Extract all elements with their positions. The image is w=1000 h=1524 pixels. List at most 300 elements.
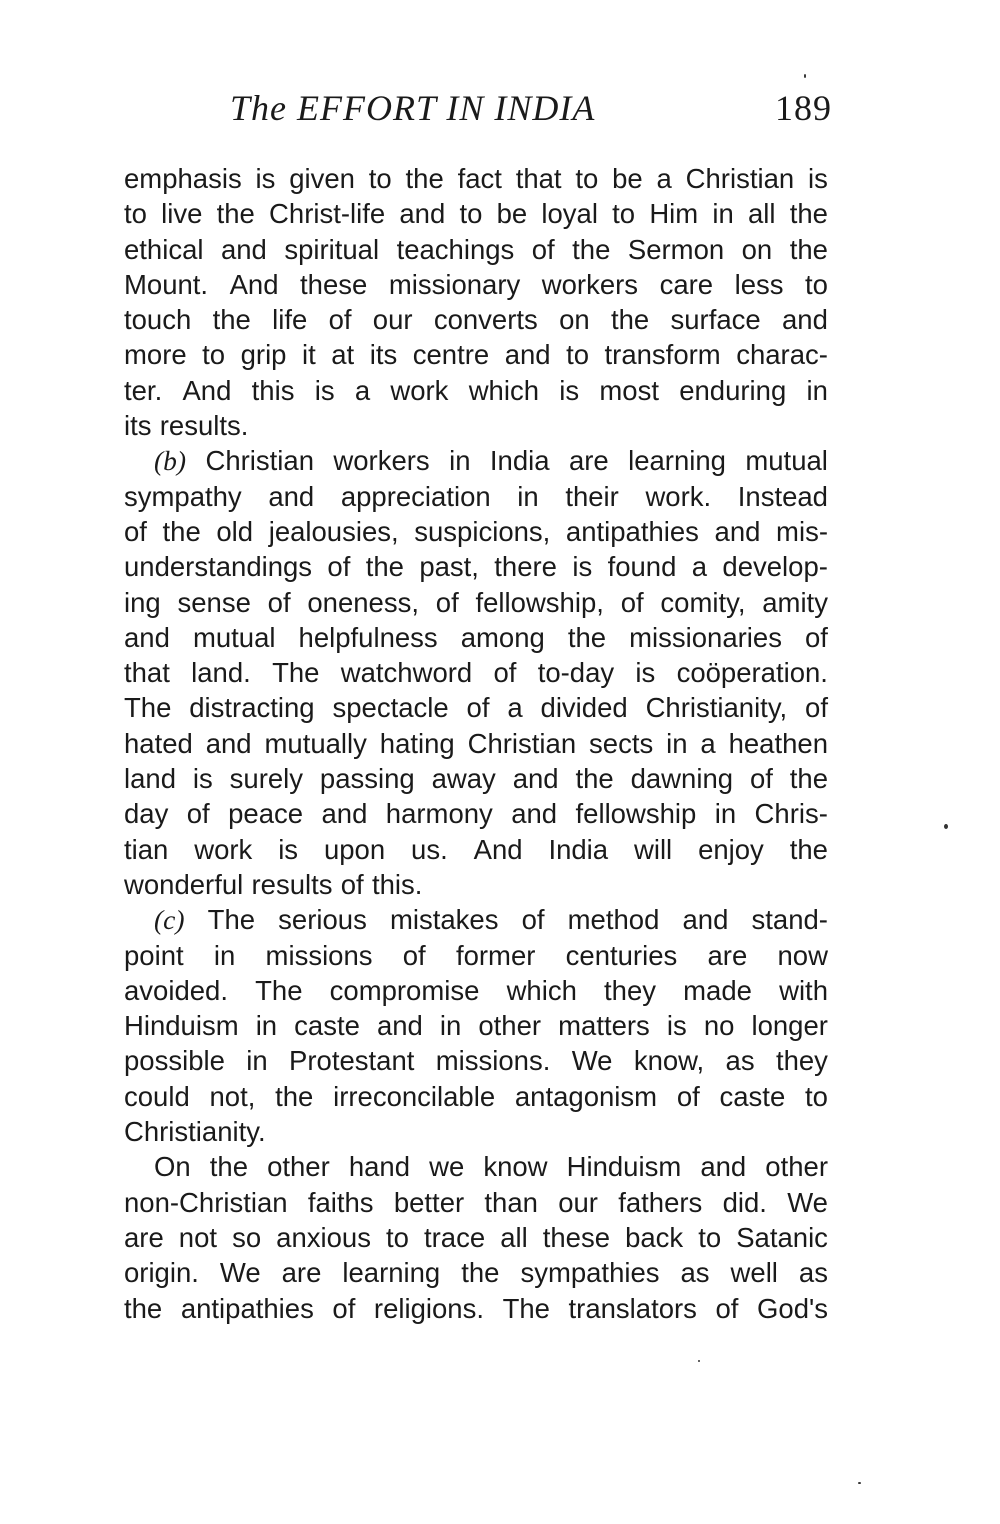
word: Instead	[737, 480, 828, 512]
word: missions.	[435, 1045, 551, 1077]
word: The	[207, 904, 256, 936]
word: as	[725, 1045, 755, 1077]
word: the	[209, 1151, 248, 1183]
word: to	[124, 198, 147, 230]
text-line	[124, 514, 828, 549]
word: we	[429, 1151, 465, 1183]
word: results.	[159, 410, 249, 442]
word: And	[473, 833, 523, 865]
word: this	[251, 374, 295, 406]
word: made	[683, 974, 752, 1006]
word: and	[220, 233, 267, 265]
word: with	[779, 974, 828, 1006]
word: more	[124, 339, 187, 371]
text-line	[124, 1114, 828, 1149]
text-line	[124, 1220, 828, 1255]
word: the	[789, 233, 828, 265]
word: there	[494, 551, 557, 583]
word: to	[459, 198, 483, 230]
text-line	[124, 549, 828, 584]
word: surface	[670, 304, 761, 336]
word: and	[205, 727, 252, 759]
text-line	[124, 443, 828, 478]
word: to	[386, 1221, 409, 1253]
word: dawning	[630, 763, 734, 795]
text-line	[124, 1043, 828, 1078]
word: which	[468, 374, 539, 406]
word: And	[182, 374, 232, 406]
word: of	[805, 621, 828, 653]
page-number: 189	[775, 88, 832, 128]
word: our	[558, 1186, 598, 1218]
word: to	[368, 163, 392, 194]
word: of	[327, 551, 351, 583]
word: Sermon	[627, 233, 725, 265]
word: missionary	[388, 268, 521, 300]
word: fathers	[618, 1186, 703, 1218]
word: teachings	[396, 233, 515, 265]
word: is	[572, 551, 593, 583]
word: enjoy	[698, 833, 764, 865]
word: sense	[177, 586, 251, 618]
word: results	[251, 868, 333, 900]
word: and	[268, 480, 315, 512]
word: are	[281, 1257, 322, 1289]
word: transform	[604, 339, 721, 371]
word: on	[741, 233, 773, 265]
text-line	[124, 726, 828, 761]
word: day	[124, 798, 169, 830]
word: is	[314, 374, 335, 406]
word: no	[703, 1010, 735, 1042]
word: develop-	[722, 551, 828, 583]
word: the	[575, 763, 614, 795]
word: and	[512, 763, 559, 795]
word: former	[455, 939, 536, 971]
word: of	[466, 692, 490, 724]
word: to	[612, 198, 636, 230]
word: touch	[124, 304, 192, 336]
word: avoided.	[124, 974, 228, 1006]
word: matters	[558, 1010, 650, 1042]
word: the	[789, 833, 828, 865]
text-line	[124, 1185, 828, 1220]
word: Hinduism	[124, 1010, 239, 1042]
word: faiths	[307, 1186, 374, 1218]
word: watchword	[340, 657, 473, 689]
word: ter.	[124, 374, 163, 406]
word: sects	[589, 727, 654, 759]
word: the	[572, 233, 611, 265]
word: than	[484, 1186, 538, 1218]
text-line	[124, 373, 828, 408]
word: a	[700, 727, 716, 759]
word: the	[789, 763, 828, 795]
word: to	[805, 1080, 828, 1112]
word: and	[682, 904, 729, 936]
text-line	[124, 1149, 828, 1184]
word: divided	[540, 692, 628, 724]
text-line	[124, 1291, 828, 1326]
word: The	[272, 657, 320, 689]
word: amity	[762, 586, 828, 618]
word: in	[213, 939, 236, 971]
word: better	[393, 1186, 465, 1218]
word: of	[340, 868, 364, 900]
word: on	[559, 304, 590, 336]
word: India	[489, 445, 550, 477]
word: hating	[379, 727, 455, 759]
word: it	[302, 339, 316, 371]
word: compromise	[329, 974, 480, 1006]
word: and	[504, 339, 551, 371]
word: hated	[124, 727, 193, 759]
word: mistakes	[389, 904, 499, 936]
word: We	[571, 1045, 613, 1077]
word: us.	[411, 833, 448, 865]
text-line	[124, 302, 828, 337]
text-line	[124, 232, 828, 267]
word: work	[194, 833, 253, 865]
chapter-title: The EFFORT IN INDIA	[230, 88, 596, 128]
word: Christian	[467, 727, 577, 759]
word: all	[500, 1221, 528, 1253]
word: live	[161, 198, 203, 230]
word: caste	[719, 1080, 786, 1112]
word: in	[666, 727, 688, 759]
word: point	[124, 939, 184, 971]
word: is	[278, 833, 299, 865]
word: centre	[412, 339, 490, 371]
word: that	[124, 657, 170, 689]
word: the	[365, 551, 404, 583]
word: and	[781, 304, 828, 336]
word: is	[666, 1010, 687, 1042]
word: among	[460, 621, 545, 653]
word: missions	[265, 939, 373, 971]
text-line	[124, 196, 828, 231]
word: distracting	[189, 692, 315, 724]
word: of	[531, 233, 555, 265]
word: old	[216, 515, 254, 547]
word: are	[568, 445, 609, 477]
list-marker: (b)	[154, 445, 187, 477]
word: this.	[371, 868, 423, 900]
word: is	[255, 163, 276, 194]
word: a	[656, 163, 672, 194]
print-speck	[698, 1360, 700, 1362]
text-line	[124, 479, 828, 514]
word: of	[124, 515, 147, 547]
word: land.	[191, 657, 251, 689]
word: the	[405, 163, 444, 194]
word: they	[775, 1045, 828, 1077]
word: all	[748, 198, 776, 230]
word: well	[730, 1257, 778, 1289]
print-speck	[858, 1482, 861, 1484]
word: to	[805, 268, 828, 300]
word: serious	[278, 904, 367, 936]
text-line	[124, 620, 828, 655]
word: life	[272, 304, 308, 336]
word: helpfulness	[298, 621, 438, 653]
word: Christianity.	[124, 1116, 266, 1148]
word: sympathy	[124, 480, 242, 512]
word: that	[515, 163, 562, 194]
word: its	[124, 410, 152, 442]
word: of	[332, 1292, 356, 1324]
word: method	[567, 904, 660, 936]
word: the	[789, 198, 828, 230]
word: emphasis	[124, 163, 242, 194]
word: passing	[319, 763, 415, 795]
word: will	[633, 833, 673, 865]
word: Christ-life	[269, 198, 386, 230]
word: of	[676, 1080, 700, 1112]
word: Christianity,	[645, 692, 788, 724]
word: of	[620, 586, 644, 618]
text-line	[124, 796, 828, 831]
word: and	[376, 1010, 423, 1042]
word: charac-	[736, 339, 828, 371]
word: non-Christian	[124, 1186, 288, 1218]
word: its	[369, 339, 398, 371]
word: care	[659, 268, 714, 300]
text-line	[124, 902, 828, 937]
word: of	[402, 939, 426, 971]
word: upon	[323, 833, 386, 865]
word: caste	[294, 1010, 360, 1042]
word: in	[517, 480, 539, 512]
word: And	[229, 268, 279, 300]
word: antipathies	[180, 1292, 314, 1324]
word: fellowship,	[475, 586, 604, 618]
word: tian	[124, 833, 169, 865]
word: anxious	[276, 1221, 371, 1253]
word: given	[289, 163, 355, 194]
word: land	[124, 763, 176, 795]
word: in	[714, 798, 737, 830]
word: mutual	[192, 621, 276, 653]
word: Christian	[205, 445, 314, 477]
word: antipathies	[565, 515, 699, 547]
word: Christian	[685, 163, 795, 194]
word: the	[162, 515, 201, 547]
word: learning	[628, 445, 726, 477]
word: suspicions,	[414, 515, 551, 547]
word: of	[521, 904, 545, 936]
word: peace	[228, 798, 304, 830]
word: spectacle	[332, 692, 449, 724]
word: is	[559, 374, 580, 406]
word: harmony	[385, 798, 493, 830]
word: and	[700, 1151, 747, 1183]
word: hand	[348, 1151, 411, 1183]
word: Satanic	[736, 1221, 828, 1253]
word: learning	[342, 1257, 441, 1289]
word: are	[124, 1221, 164, 1253]
word: know,	[633, 1045, 705, 1077]
word: a	[354, 374, 371, 406]
text-line	[124, 761, 828, 796]
word: of	[267, 586, 291, 618]
word: trace	[424, 1221, 486, 1253]
word: of	[805, 692, 828, 724]
word: past,	[419, 551, 479, 583]
word: On	[154, 1151, 191, 1183]
word: to	[575, 163, 599, 194]
word: mis-	[776, 515, 828, 547]
word: not	[178, 1221, 218, 1253]
word: the	[212, 304, 251, 336]
word: of	[493, 657, 517, 689]
word: We	[219, 1257, 261, 1289]
word: Hinduism	[566, 1151, 682, 1183]
word: missionaries	[629, 621, 782, 653]
word: in	[439, 1010, 462, 1042]
word: The	[255, 974, 303, 1006]
word: converts	[433, 304, 538, 336]
word: to	[566, 339, 590, 371]
word: work.	[645, 480, 712, 512]
word: origin.	[124, 1257, 199, 1289]
word: these	[542, 1221, 611, 1253]
word: to	[202, 339, 226, 371]
word: the	[567, 621, 607, 653]
word: back	[625, 1221, 684, 1253]
word: is	[807, 163, 828, 194]
word: surely	[229, 763, 304, 795]
word: the	[610, 304, 650, 336]
word: religions.	[373, 1292, 484, 1324]
word: in	[806, 374, 828, 406]
word: be	[612, 163, 643, 194]
word: these	[300, 268, 368, 300]
word: Him	[649, 198, 699, 230]
word: spiritual	[284, 233, 380, 265]
word: heathen	[728, 727, 828, 759]
word: loyal	[541, 198, 598, 230]
word: the	[124, 1292, 163, 1324]
word: and	[714, 515, 761, 547]
word: a	[691, 551, 708, 583]
word: of	[328, 304, 352, 336]
word: understandings	[124, 551, 313, 583]
word: their	[565, 480, 619, 512]
word: in	[255, 1010, 278, 1042]
word: in	[246, 1045, 268, 1077]
word: possible	[124, 1045, 225, 1077]
word: away	[431, 763, 496, 795]
word: antagonism	[514, 1080, 658, 1112]
word: most	[599, 374, 659, 406]
text-line	[124, 1079, 828, 1114]
word: now	[777, 939, 828, 971]
word: of	[186, 798, 210, 830]
word: Chris-	[754, 798, 828, 830]
text-line	[124, 337, 828, 372]
word: translators	[568, 1292, 697, 1324]
word: grip	[240, 339, 287, 371]
word: be	[496, 198, 528, 230]
word: Mount.	[124, 268, 209, 300]
text-line	[124, 1008, 828, 1043]
word: God's	[757, 1292, 828, 1324]
word: which	[506, 974, 577, 1006]
word: not,	[209, 1080, 256, 1112]
word: ethical	[124, 233, 204, 265]
word: centuries	[565, 939, 678, 971]
word: in	[712, 198, 734, 230]
text-line	[124, 938, 828, 973]
word: other	[765, 1151, 828, 1183]
word: oneness,	[307, 586, 419, 618]
print-speck	[944, 824, 948, 829]
word: wonderful	[124, 868, 244, 900]
text-line	[124, 267, 828, 302]
word: mutual	[745, 445, 828, 477]
word: appreciation	[340, 480, 491, 512]
word: to-day	[537, 657, 615, 689]
list-marker: (c)	[154, 904, 185, 936]
word: in	[449, 445, 471, 477]
word: to	[698, 1221, 722, 1253]
word: workers	[541, 268, 639, 300]
word: Protestant	[289, 1045, 415, 1077]
word: the	[275, 1080, 314, 1112]
word: is	[192, 763, 213, 795]
word: sympathies	[520, 1257, 660, 1289]
word: and	[124, 621, 170, 653]
word: other	[267, 1151, 330, 1183]
word: of	[749, 763, 773, 795]
word: could	[124, 1080, 190, 1112]
text-line	[124, 655, 828, 690]
body-text	[124, 161, 828, 1326]
print-speck	[804, 74, 806, 78]
text-line	[124, 408, 828, 443]
word: work	[390, 374, 449, 406]
word: fellowship	[575, 798, 697, 830]
word: and	[321, 798, 368, 830]
word: of	[715, 1292, 739, 1324]
word: fact	[457, 163, 502, 194]
word: and	[511, 798, 558, 830]
word: irreconcilable	[333, 1080, 496, 1112]
word: jealousies,	[268, 515, 399, 547]
word: The	[502, 1292, 550, 1324]
text-line	[124, 585, 828, 620]
word: comity,	[660, 586, 746, 618]
word: less	[734, 268, 784, 300]
word: is	[635, 657, 656, 689]
word: found	[607, 551, 677, 583]
word: a	[507, 692, 523, 724]
word: The	[124, 692, 172, 724]
word: longer	[751, 1010, 828, 1042]
word: our	[372, 304, 413, 336]
word: of	[435, 586, 459, 618]
word: as	[798, 1257, 828, 1289]
word: so	[232, 1221, 262, 1253]
word: are	[707, 939, 748, 971]
word: mutually	[264, 727, 367, 759]
word: and	[399, 198, 446, 230]
text-line	[124, 832, 828, 867]
word: enduring	[679, 374, 787, 406]
word: they	[604, 974, 656, 1006]
word: know	[483, 1151, 548, 1183]
